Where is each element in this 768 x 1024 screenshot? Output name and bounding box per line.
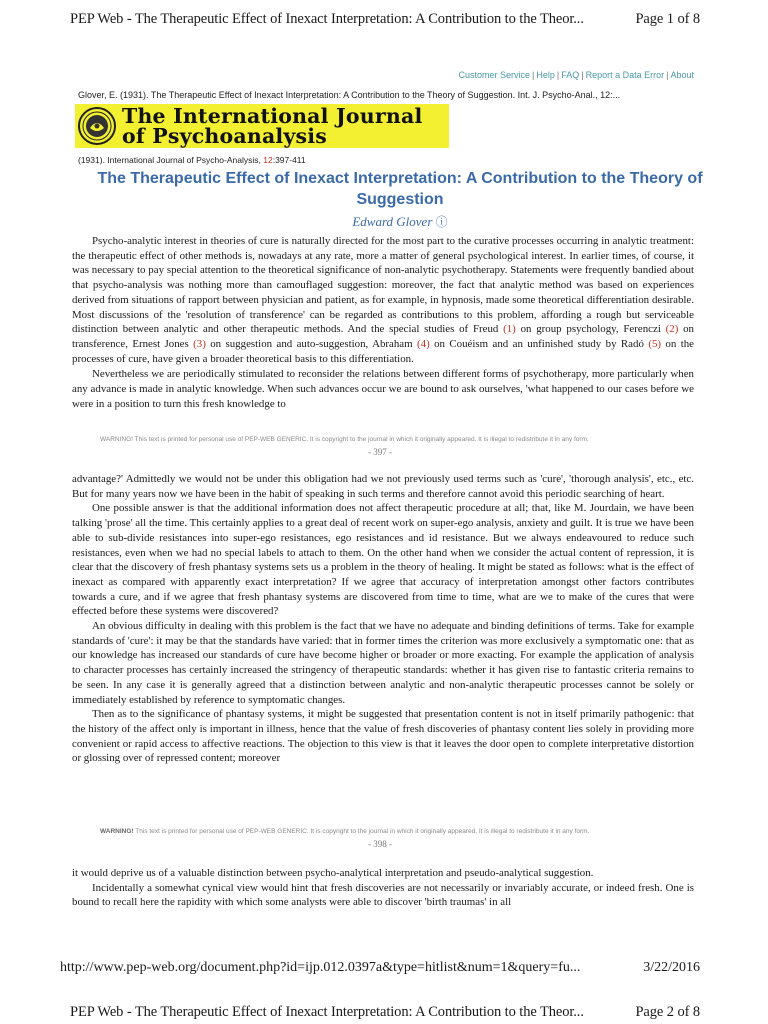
print-page-number: Page 2 of 8 xyxy=(635,1004,700,1020)
faq-link[interactable]: FAQ xyxy=(561,70,580,80)
customer-service-link[interactable]: Customer Service xyxy=(458,70,531,80)
author-info-icon[interactable]: ⓘ xyxy=(435,215,448,229)
link-separator: | xyxy=(556,70,560,80)
article-title: The Therapeutic Effect of Inexact Interpretation: A Contribution to the Theory of Suggestion xyxy=(97,170,703,208)
print-header-title: PEP Web - The Therapeutic Effect of Inexact Interpretation: A Contribution to the Theor... xyxy=(70,11,584,27)
paragraph: An obvious difficulty in dealing with this problem is the fact that we have no adequate and binding definitions of terms. Take for example standards of 'cure': it may be that the standards have varied: that in former times the criterion was more exclusively a symptomatic one: that as our knowledge has increased our standards of cure have become higher or broader or more exacting. For example the application of analysis to character processes has certainly increased the stringency of therapeutic standards: whether it has given rise to fantastic criteria remains to be seen. In any case it is generally agreed that a distinction between analytic and non-analytic therapeutic processes cannot be solely or immediately established by reference to symptomatic changes. xyxy=(72,620,694,706)
logo-line-1: The International Journal xyxy=(122,104,423,128)
print-header xyxy=(70,1004,700,1021)
reference-link[interactable]: (2) xyxy=(665,323,679,336)
reference-link[interactable]: (3) xyxy=(193,337,206,350)
print-header-title: PEP Web - The Therapeutic Effect of Inexact Interpretation: A Contribution to the Theor... xyxy=(70,1004,584,1020)
copyright-warning: WARNING! This text is printed for personal use of PEP-WEB GENERIC. It is copyright to the journal in which it originally appeared. It is illegal to redistribute it in any form. xyxy=(100,436,589,443)
paragraph-text: on transference, Ernest Jones xyxy=(72,323,694,350)
warning-label: WARNING! xyxy=(100,828,134,835)
paragraph: Nevertheless we are periodically stimulated to reconsider the relations between different forms of psychotherapy, more particularly when any advance is made in analytic knowledge. When such advances occur we are bound to ask ourselves, 'what happened to our cases before we were in a position to turn this fresh knowledge to xyxy=(72,368,694,410)
paragraph-text: on Couéism and an unfinished study by Radó xyxy=(429,337,649,350)
link-separator: | xyxy=(581,70,584,80)
journal-line xyxy=(78,155,306,165)
journal-logo-text xyxy=(122,106,422,146)
report-error-link[interactable]: Report a Data Error xyxy=(585,70,665,80)
reference-link[interactable]: (4) xyxy=(417,337,430,350)
paragraph-text: on group psychology, Ferenczi xyxy=(515,323,666,336)
journal-logo[interactable] xyxy=(75,104,449,148)
journal-line-prefix: (1931). International Journal of Psycho-Analysis, xyxy=(78,155,261,165)
paragraph-text: on the processes of cure, have given a broader theoretical basis to this differentiation. xyxy=(72,337,694,365)
link-separator: | xyxy=(666,70,669,80)
about-link[interactable]: About xyxy=(670,70,694,80)
page-number-398: - 398 - xyxy=(368,839,392,849)
article-body-page-399 xyxy=(72,866,694,910)
paragraph-text: Psycho-analytic interest in theories of cure is naturally directed for the most part to the curative processes occurring in analytic treatment: the therapeutic effect of other methods is, nowadays at any rate, more a matter of general psychological interest. In earlier times, of course, it was necessary to pay special attention to the theoretical significance of non-analytic psychotherapy. Statements were frequently bandied about that psycho-analysis was nothing more than camouflaged suggestion: moreover, the fact that analytic method was based on experiences derived from situations of rapport between physician and patient, as for example, in hypnosis, made some theoretical differentiation desirable. Most discussions of the 'resolution of transference' can be regarded as contributions to this problem, affording a rough but serviceable distinction between analytic and other therapeutic methods. And the special studies of Freud xyxy=(72,235,694,336)
link-separator: | xyxy=(532,70,535,80)
print-header xyxy=(70,11,700,28)
paragraph: One possible answer is that the additional information does not affect therapeutic procedure at all; that, like M. Jourdain, we have been talking 'prose' all the time. This certainly applies to a great deal of recent work on super-ego analysis, anxiety and guilt. It is true we have been able to sub-divide resistances into super-ego resistances, ego resistances and id resistance. But we always endeavoured to reduce such resistances, even when we had no special labels to attach to them. On the other hand when we consider the actual content of repression, it is clear that the discovery of fresh phantasy systems sets us a problem in the theory of healing. It might be stated as follows: what is the effect of inexact as compared with apparently exact interpretation? If we agree that accuracy of interpretation amongst other factors contributes towards a cure, and if we agree that fresh phantasy systems are discovered from time to time, what are we to make of the cures that were effected before these systems were discovered? xyxy=(72,502,694,618)
journal-seal-icon xyxy=(77,106,117,146)
paragraph xyxy=(72,234,694,366)
citation: Glover, E. (1931). The Therapeutic Effect of Inexact Interpretation: A Contribution to the Theory of Suggestion. Int. J. Psycho-Anal., 12:... xyxy=(78,90,621,100)
page-number-397: - 397 - xyxy=(368,447,392,457)
logo-line-2: of Psychoanalysis xyxy=(122,124,327,148)
journal-line-pages: :397-411 xyxy=(272,155,306,165)
print-footer xyxy=(60,960,700,976)
paragraph: Incidentally a somewhat cynical view would hint that fresh discoveries are not necessarily or invariably accurate, or indeed fresh. One is bound to recall here the rapidity with which some analysts were able to discover 'birth traumas' in all xyxy=(72,881,694,909)
reference-link[interactable]: (1) xyxy=(503,323,516,336)
author-line xyxy=(80,213,720,230)
volume-link[interactable]: 12 xyxy=(263,155,273,165)
article-body-page-397 xyxy=(72,234,694,411)
copyright-warning xyxy=(100,828,670,835)
help-link[interactable]: Help xyxy=(536,70,555,80)
print-page-number: Page 1 of 8 xyxy=(635,11,700,27)
paragraph: it would deprive us of a valuable distinction between psycho-analytical interpretation and pseudo-analytical suggestion. xyxy=(72,867,594,879)
paragraph: advantage?' Admittedly we would not be under this obligation had we not previously used terms such as 'cure', 'thorough analysis', etc., etc. But for many years now we have been in the habit of speaking in such terms and therefore cannot avoid this periodic searching of heart. xyxy=(72,473,694,500)
author-name[interactable]: Edward Glover xyxy=(352,214,433,229)
footer-url: http://www.pep-web.org/document.php?id=ijp.012.0397a&type=hitlist&num=1&query=fu... xyxy=(60,960,581,975)
paragraph-text: on suggestion and auto-suggestion, Abraham xyxy=(205,337,417,350)
warning-text: This text is printed for personal use of PEP-WEB GENERIC. It is copyright to the journal in which it originally appeared. It is illegal to redistribute it in any form. xyxy=(133,828,590,835)
article-body-page-398 xyxy=(72,472,694,766)
top-links xyxy=(459,70,695,80)
footer-date: 3/22/2016 xyxy=(643,960,700,975)
reference-link[interactable]: (5) xyxy=(648,337,662,350)
paragraph: Then as to the significance of phantasy systems, it might be suggested that presentation content is not in itself primarily pathogenic: that the history of the affect only is important in illness, hence that the value of fresh discoveries of phantasy content lies solely in providing more convenient or rapid access to affective reactions. The objection to this view is that it leaves the door open to complete interpretative distortion or glossing over of repressed content; moreover xyxy=(72,708,694,765)
